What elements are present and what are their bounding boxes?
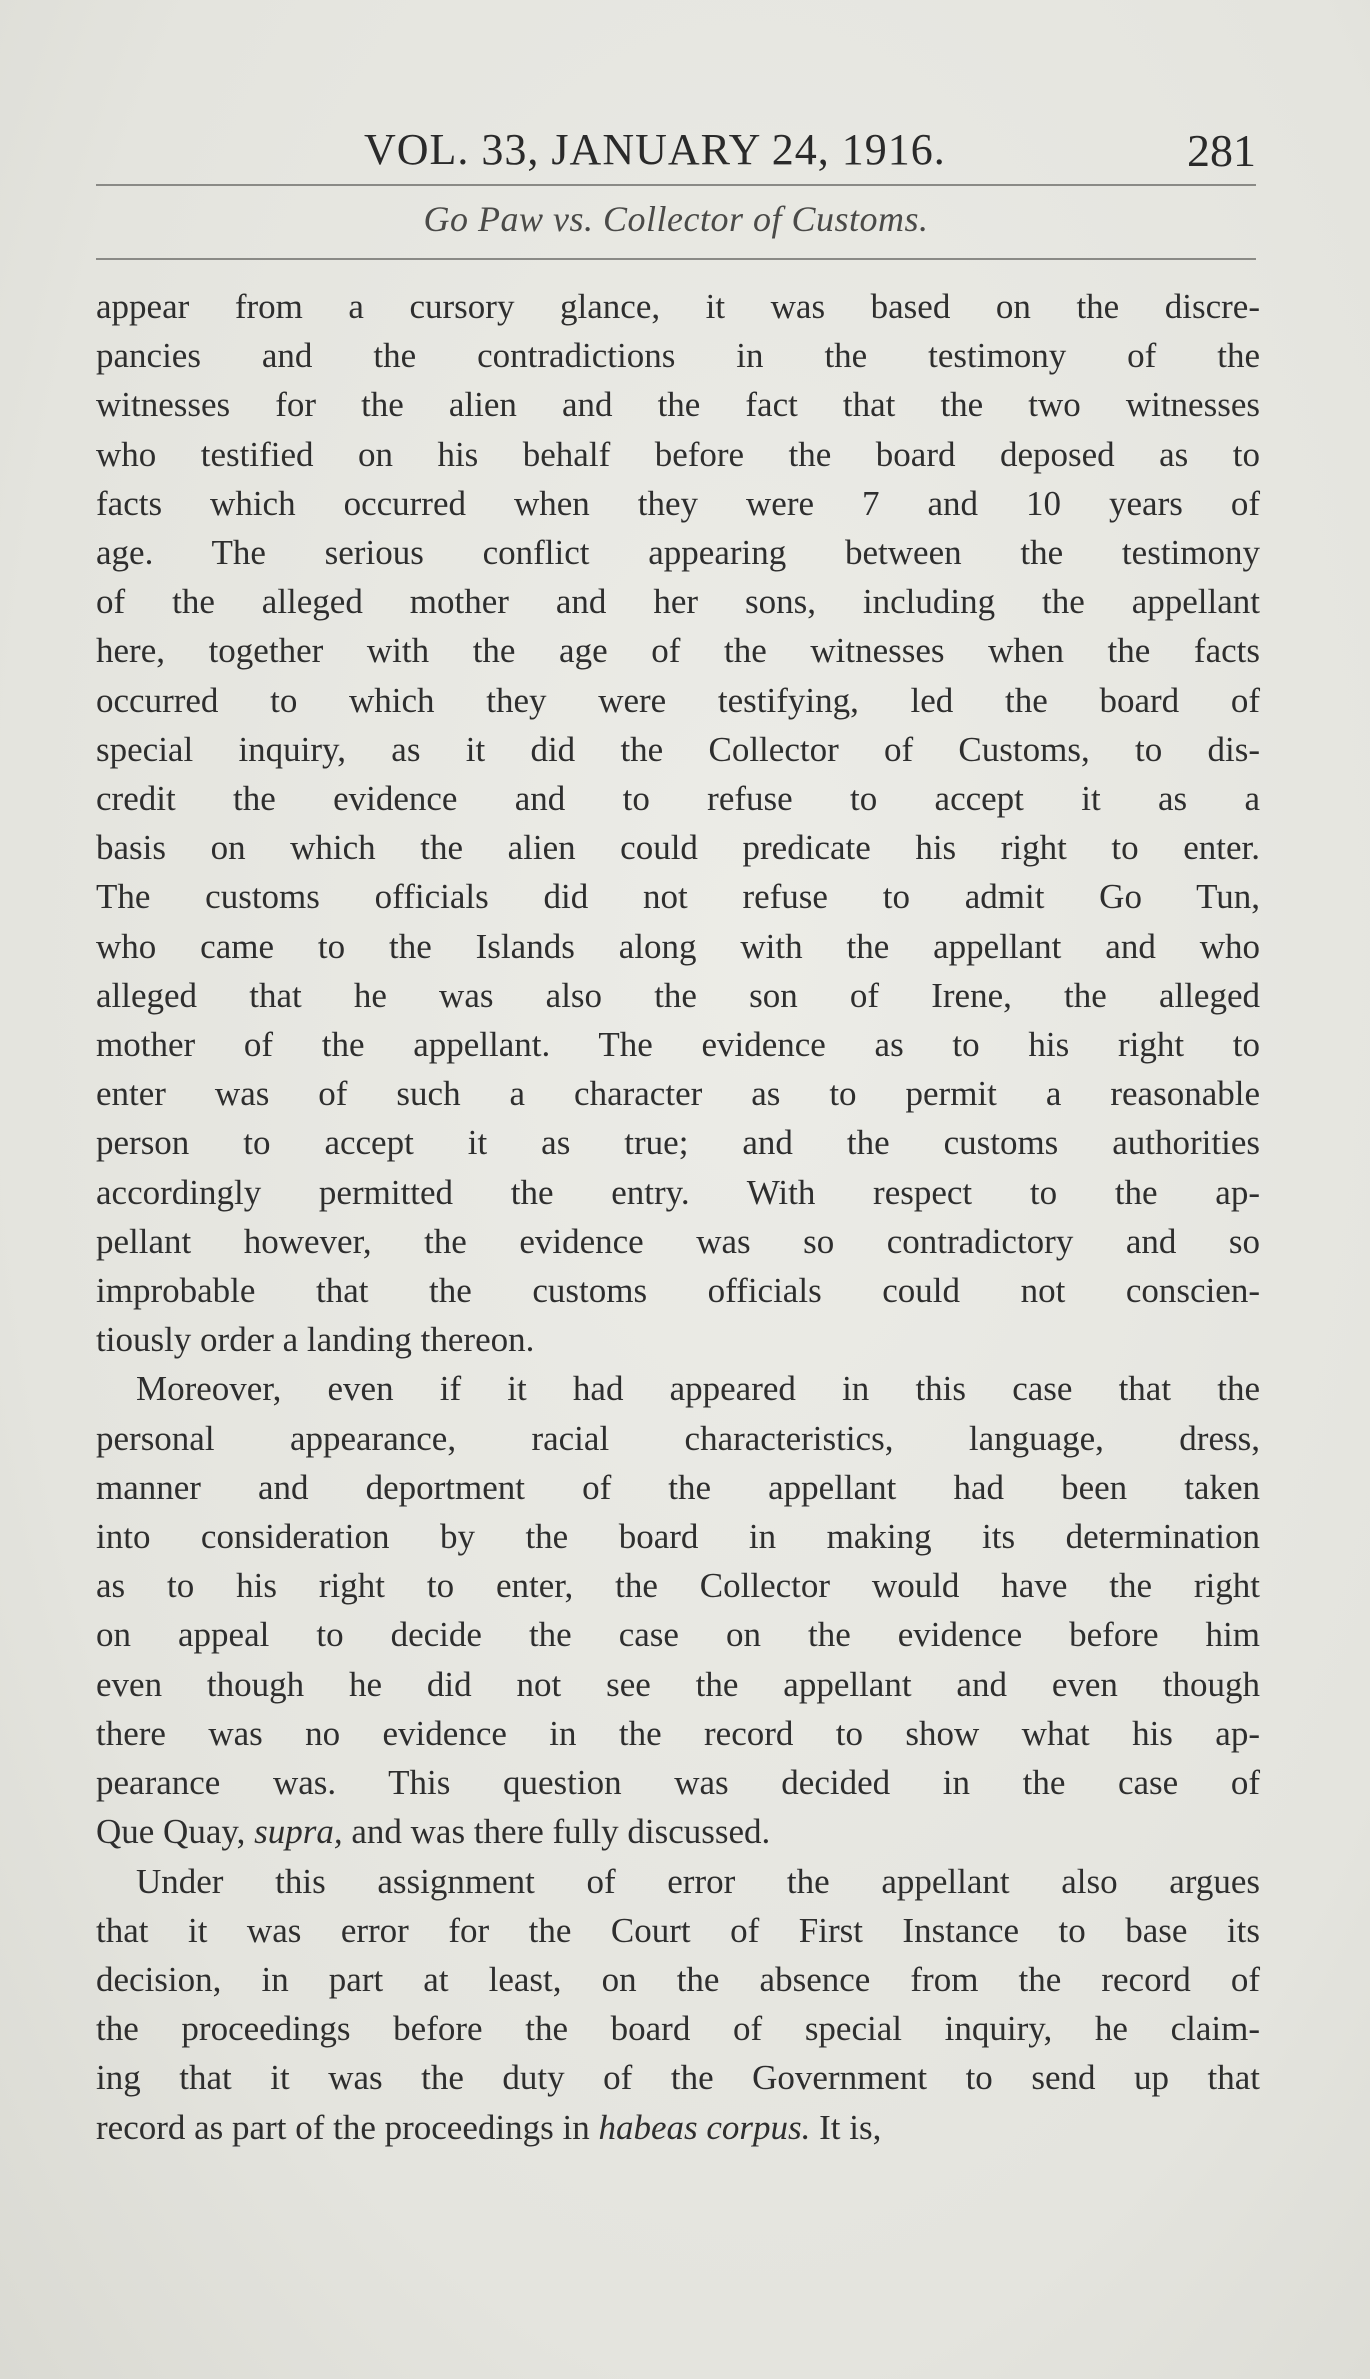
- italic-text-run: habeas corpus.: [598, 2107, 811, 2147]
- text-line: decision, in part at least, on the absence from the record of: [96, 1959, 1260, 1999]
- text-line: alleged that he was also the son of Irene, the alleged: [96, 975, 1260, 1015]
- text-line: mother of the appellant. The evidence as to his right to: [96, 1025, 1260, 1065]
- text-line: The customs officials did not refuse to admit Go Tun,: [96, 877, 1260, 917]
- text-line: special inquiry, as it did the Collector of Customs, to dis-: [96, 729, 1260, 769]
- text-line: [96, 1807, 1260, 1856]
- text-line: of the alleged mother and her sons, including the appellant: [96, 582, 1260, 622]
- header-rule-bottom: [96, 258, 1256, 260]
- text-line: [96, 2103, 1260, 2152]
- text-line: pellant however, the evidence was so contradictory and so: [96, 1221, 1260, 1261]
- volume-date-line: VOL. 33, JANUARY 24, 1916.: [364, 125, 946, 174]
- text-line: on appeal to decide the case on the evidence before him: [96, 1615, 1260, 1655]
- text-line: enter was of such a character as to permit a reasonable: [96, 1074, 1260, 1114]
- text-line: into consideration by the board in making its determination: [96, 1517, 1260, 1557]
- text-line: Under this assignment of error the appellant also argues: [136, 1861, 1260, 1901]
- text-run: record as part of the proceedings in: [96, 2107, 599, 2147]
- text-line: facts which occurred when they were 7 and 10 years of: [96, 483, 1260, 523]
- text-line: that it was error for the Court of First Instance to base its: [96, 1910, 1260, 1950]
- text-line: the proceedings before the board of special inquiry, he claim-: [96, 2009, 1260, 2049]
- text-run: and was there fully discussed.: [342, 1812, 771, 1852]
- text-line: accordingly permitted the entry. With respect to the ap-: [96, 1172, 1260, 1212]
- text-run: Que Quay,: [96, 1812, 255, 1852]
- text-line: personal appearance, racial characteristics, language, dress,: [96, 1418, 1260, 1458]
- italic-text-run: supra,: [254, 1812, 343, 1852]
- text-line: who testified on his behalf before the board deposed as to: [96, 434, 1260, 474]
- text-line: tiously order a landing thereon.: [96, 1320, 535, 1360]
- text-line: ing that it was the duty of the Government to send up that: [96, 2058, 1260, 2098]
- text-line: Moreover, even if it had appeared in this case that the: [136, 1369, 1260, 1409]
- text-line: pancies and the contradictions in the testimony of the: [96, 336, 1260, 376]
- text-line: who came to the Islands along with the appellant and who: [96, 926, 1260, 966]
- text-line: here, together with the age of the witnesses when the facts: [96, 631, 1260, 671]
- header-rule-top: [96, 184, 1256, 186]
- body-text: [96, 282, 1260, 2152]
- text-line: appear from a cursory glance, it was based on the discre-: [96, 287, 1260, 326]
- case-title: Go Paw vs. Collector of Customs.: [423, 199, 929, 239]
- text-line: manner and deportment of the appellant had been taken: [96, 1467, 1260, 1507]
- text-line: credit the evidence and to refuse to accept it as a: [96, 779, 1260, 819]
- text-line: there was no evidence in the record to show what his ap-: [96, 1713, 1260, 1753]
- text-line: occurred to which they were testifying, led the board of: [96, 680, 1260, 720]
- text-run: It is,: [810, 2107, 882, 2147]
- text-line: as to his right to enter, the Collector would have the right: [96, 1566, 1260, 1606]
- text-line: even though he did not see the appellant and even though: [96, 1664, 1260, 1704]
- paragraph-3: [96, 1857, 1260, 2152]
- text-line: witnesses for the alien and the fact that the two witnesses: [96, 385, 1260, 425]
- text-line: person to accept it as true; and the customs authorities: [96, 1123, 1260, 1163]
- text-line: improbable that the customs officials could not conscien-: [96, 1271, 1260, 1311]
- running-header: [96, 118, 1256, 198]
- paragraph-2: [96, 1364, 1260, 1856]
- paragraph-1: [96, 282, 1260, 1364]
- page-number: 281: [1187, 125, 1256, 176]
- text-line: pearance was. This question was decided in the case of: [96, 1763, 1260, 1803]
- text-line: basis on which the alien could predicate his right to enter.: [96, 828, 1260, 868]
- text-line: age. The serious conflict appearing between the testimony: [96, 533, 1260, 573]
